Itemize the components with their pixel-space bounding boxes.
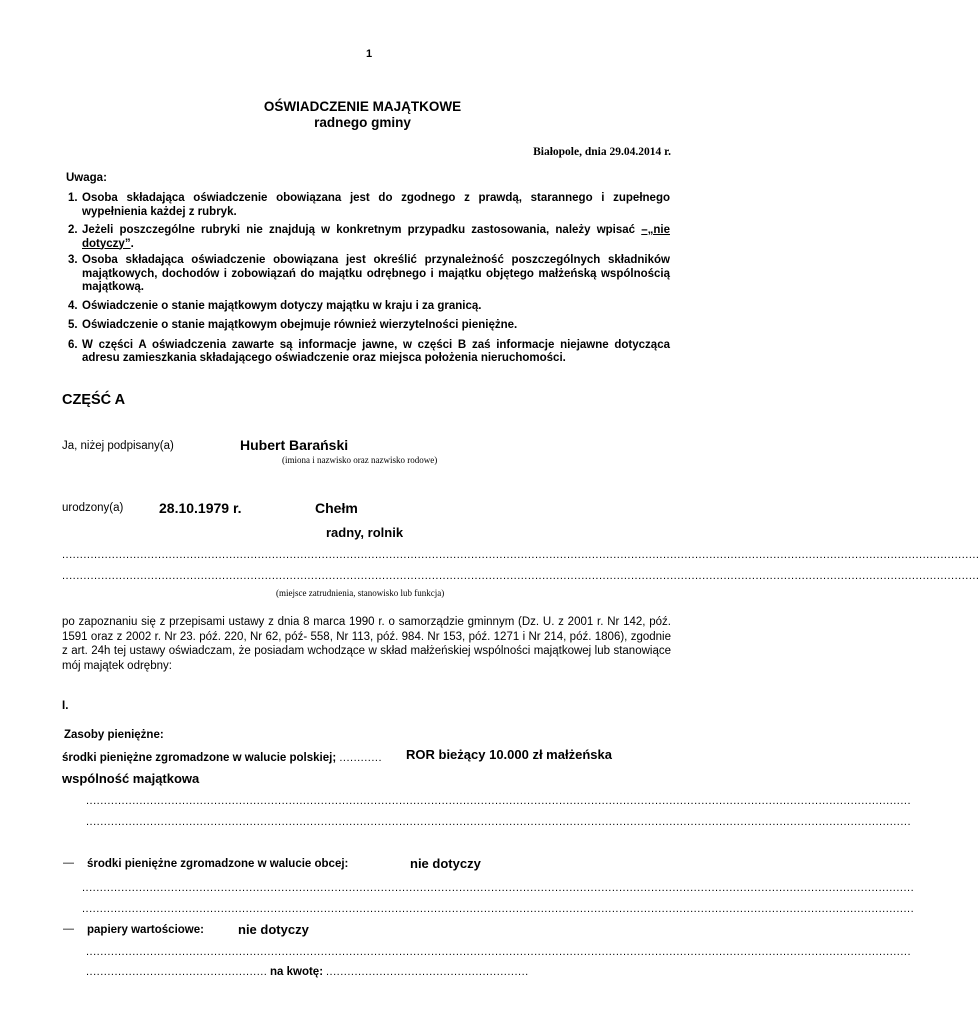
note-item: 6. W części A oświadczenia zawarte są informacje jawne, w części B zaś informacje niejawne dotycząca adresu zamieszkania składającego oświadczenie oraz miejsca położenia nieruchomości.: [68, 338, 670, 364]
note-item: 2. Jeżeli poszczególne rubryki nie znajdują w konkretnym przypadku zastosowania, należy wpisać –„nie dotyczy”.: [68, 224, 670, 250]
pln-value-continued: wspólność majątkowa: [62, 771, 200, 786]
note-tail: .: [130, 237, 134, 250]
page-number: 1: [366, 48, 373, 60]
occupation: radny, rolnik: [326, 525, 404, 540]
note-text: W części A oświadczenia zawarte są informacje jawne, w części B zaś informacje niejawne dotycząca adresu zamieszkania składającego oświadczenie oraz miejsca położenia nieruchomości.: [82, 338, 670, 364]
note-item: 1. Osoba składająca oświadczenie obowiązana jest do zgodnego z prawdą, starannego i zupełnego wypełnienia każdej z rubryk.: [68, 192, 670, 218]
note-emphasis: –„nie dotyczy”: [82, 224, 670, 250]
signer-label: Ja, niżej podpisany(a): [62, 440, 174, 452]
pln-label: środki pieniężne zgromadzone w walucie polskiej;: [62, 752, 340, 764]
pln-value: ROR bieżący 10.000 zł małżeńska: [406, 747, 612, 762]
note-item: 4. Oświadczenie o stanie majątkowym dotyczy majątku w kraju i za granicą.: [68, 299, 482, 312]
document-title: OŚWIADCZENIE MAJĄTKOWE: [263, 99, 462, 114]
pln-row: [62, 748, 382, 766]
amount-row: [86, 966, 267, 978]
amount-label: na kwotę:: [270, 966, 324, 978]
foreign-label: środki pieniężne zgromadzone w walucie obcej:: [87, 858, 349, 870]
note-item: 5. Oświadczenie o stanie majątkowym obejmuje również wierzytelności pieniężne.: [68, 319, 518, 331]
foreign-dash: —: [63, 857, 74, 869]
securities-dash: —: [63, 923, 74, 935]
place-date: Białopole, dnia 29.04.2014 r.: [533, 146, 671, 158]
note-text: Jeżeli poszczególne rubryki nie znajdują w konkretnym przypadku zastosowania, należy wpisać: [82, 224, 642, 236]
dotted-line: ........................................................................................................................................................................................................................................: [86, 946, 912, 958]
securities-label: papiery wartościowe:: [87, 924, 204, 936]
occupation-caption: (miejsce zatrudnienia, stanowisko lub funkcja): [276, 588, 445, 598]
pln-dots: ............: [339, 752, 383, 764]
cash-heading: Zasoby pieniężne:: [64, 729, 164, 741]
note-text: Osoba składająca oświadczenie obowiązana jest do zgodnego z prawdą, starannego i zupełnego wypełnienia każdej z rubryk.: [82, 192, 670, 218]
dotted-line: ..........................................................................................................................................................................................................................................: [82, 903, 915, 915]
section-i-roman: I.: [62, 700, 69, 712]
dotted-line: ..................................................................................................................................................................................................................................................................: [62, 549, 980, 561]
note-text: Osoba składająca oświadczenie obowiązana jest określić przynależność poszczególnych składników majątkowych, dochodów i zobowiązań do majątku odrębnego i majątku objętego małżeńską wspólnością majątkową.: [82, 254, 670, 293]
dotted-line: ........................................................................................................................................................................................................................................: [86, 816, 912, 828]
birth-place: Chełm: [315, 500, 358, 516]
part-a-heading: CZĘŚĆ A: [62, 392, 126, 408]
note-text: Oświadczenie o stanie majątkowym obejmuje również wierzytelności pieniężne.: [82, 319, 518, 331]
birth-date: 28.10.1979 r.: [159, 500, 242, 516]
notes-list: [66, 192, 670, 371]
amount-dots-left: ...................................................: [86, 966, 268, 978]
amount-dots-right: .........................................................: [326, 966, 529, 978]
document-subtitle: radnego gminy: [314, 115, 411, 130]
signer-caption: (imiona i nazwisko oraz nazwisko rodowe): [282, 455, 438, 465]
signer-name: Hubert Barański: [240, 437, 349, 453]
foreign-value: nie dotyczy: [410, 856, 481, 871]
note-item: 3. Osoba składająca oświadczenie obowiązana jest określić przynależność poszczególnych składników majątkowych, dochodów i zobowiązań do majątku odrębnego i majątku objętego małżeńską wspólnością majątkową.: [68, 254, 670, 293]
notes-heading: Uwaga:: [66, 172, 107, 184]
note-text: Oświadczenie o stanie majątkowym dotyczy majątku w kraju i za granicą.: [82, 299, 482, 312]
dotted-line: ........................................................................................................................................................................................................................................: [86, 795, 912, 807]
declaration-intro: po zapoznaniu się z przepisami ustawy z dnia 8 marca 1990 r. o samorządzie gminnym (Dz. U. z 2001 r. Nr 142, póź. 1591 oraz z 2002 r. Nr 23. póź. 220, Nr 62, póź- 558, Nr 113, póź. 984. Nr 153, póź. 1271 i Nr 214, póź. 1806), zgodnie z art. 24h tej ustawy oświadczam, że posiadam wchodzące w skład małżeńskiej wspólności majątkowej lub stanowiące mój majątek odrębny:: [62, 616, 671, 672]
dotted-line: ..................................................................................................................................................................................................................................................................: [62, 570, 980, 582]
dotted-line: ..........................................................................................................................................................................................................................................: [82, 882, 915, 894]
securities-value: nie dotyczy: [238, 922, 309, 937]
born-label: urodzony(a): [62, 502, 124, 514]
